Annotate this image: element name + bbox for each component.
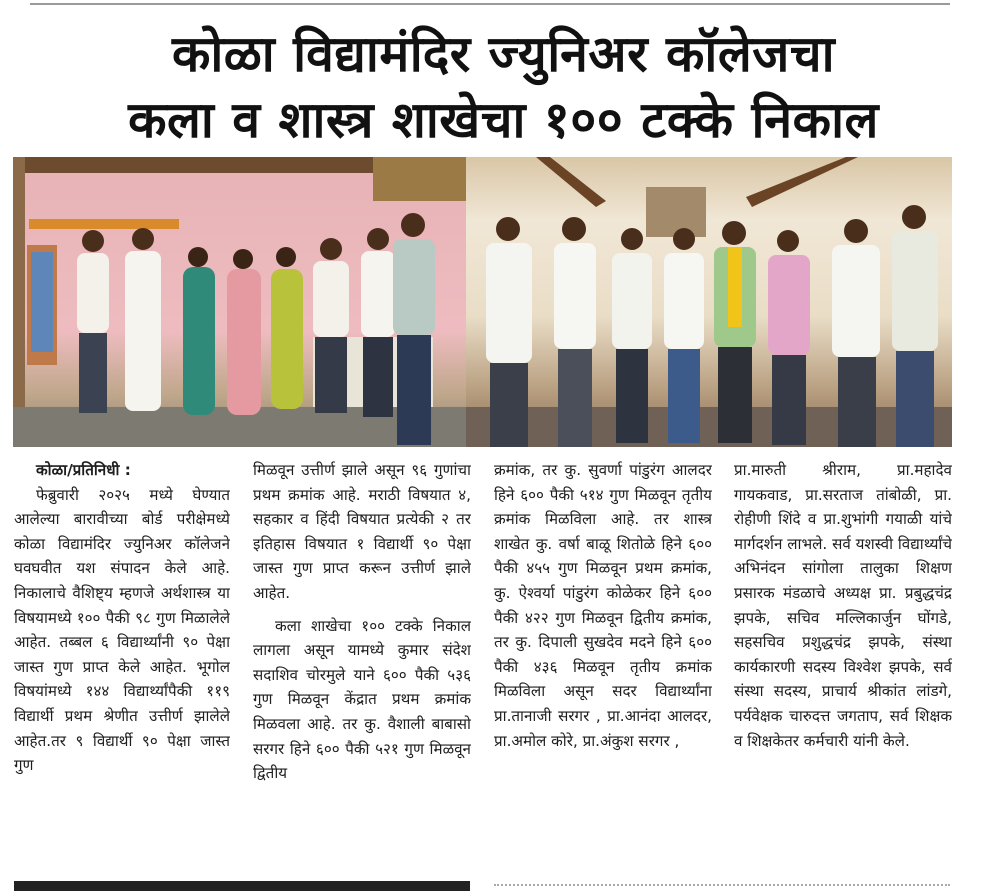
bottom-bar (14, 881, 470, 891)
article-column-3 (494, 458, 712, 878)
article-col2-para2: कला शाखेचा १०० टक्के निकाल लागला असून यामध्ये कुमार संदेश सदाशिव चोरमुले याने ६०० पैकी ५३६ गुण मिळवून केंद्रात प्रथम क्रमांक मिळवला आहे. तर कु. वैशाली बाबासो सरगर हिने ६०० पैकी ५२१ गुण मिळवून द्वितीय (253, 616, 471, 783)
article-column-1 (14, 458, 230, 878)
article-col4-text: प्रा.मारुती श्रीराम, प्रा.महादेव गायकवाड, प्रा.सरताज तांबोळी, प्रा. रोहीणी शिंदे व प्रा.शुभांगी गयाळी यांचे मार्गदर्शन लाभले. सर्व यशस्वी विद्यार्थ्यांचे अभिनंदन सांगोला तालुका शिक्षण प्रसारक मंडळाचे अध्यक्ष प्रा. प्रबुद्धचंद्र झपके, सचिव मल्लिकार्जुन घोंगडे, सहसचिव प्रशुद्धचंद्र झपके, संस्था कार्यकारणी सदस्य विश्वेश झपके, सर्व संस्था सदस्य, प्राचार्य श्रीकांत लांडगे, पर्यवेक्षक चारुदत्त जगताप, सर्व शिक्षक व शिक्षकेतर कर्मचारी यांनी केले. (734, 461, 952, 750)
headline-line-1: कोळा विद्यामंदिर ज्युनिअर कॉलेजचा (171, 25, 836, 83)
article-dateline: कोळा/प्रतिनिधी : (36, 461, 131, 479)
article-col3-text: क्रमांक, तर कु. सुवर्णा पांडुरंग आलदर हिने ६०० पैकी ५१४ गुण मिळवून तृतीय क्रमांक मिळविला आहे. तर शास्त्र शाखेत कु. वर्षा बाळू शितोळे हिने ६०० पैकी ४५५ गुण मिळवून प्रथम क्रमांक, कु. ऐश्वर्या पांडुरंग कोळेकर हिने ६०० पैकी ४२२ गुण मिळवून द्वितीय क्रमांक, तर कु. दिपाली सुखदेव मदने हिने ६०० पैकी ४३६ मिळवून तृतीय क्रमांक मिळविला असून सदर विद्यार्थ्यांना प्रा.तानाजी सरगर , प्रा.आनंदा आलदर, प्रा.अमोल कोरे, प्रा.अंकुश सरगर , (494, 461, 712, 750)
photo-right-illustration (466, 157, 952, 447)
article-column-2 (253, 458, 471, 878)
photo-right-group (466, 157, 952, 447)
photo-left-illustration (13, 157, 466, 447)
article-col2-para1: मिळवून उत्तीर्ण झाले असून ९६ गुणांचा प्रथम क्रमांक आहे. मराठी विषयात ४, सहकार व हिंदी विषयात प्रत्येकी २ तर इतिहास विषयात १ विद्यार्थी ९० पेक्षा जास्त गुण प्राप्त करून उत्तीर्ण झाले आहेत. (253, 461, 471, 602)
bottom-dotted-rule (494, 884, 950, 889)
article-col1-text: फेब्रुवारी २०२५ मध्ये घेण्यात आलेल्या बारावीच्या बोर्ड परीक्षेमध्ये कोळा विद्यामंदिर ज्युनिअर कॉलेजने घवघवीत यश संपादन केले आहे. निकालाचे वैशिष्ट्य म्हणजे अर्थशास्त्र या विषयामध्ये १०० पैकी ९८ गुण मिळालेले आहेत. तब्बल ६ विद्यार्थ्यांनी ९० पेक्षा जास्त गुण प्राप्त केले आहेत. भूगोल विषयांमध्ये १४४ विद्यार्थ्यांपैकी ११९ विद्यार्थी प्रथम श्रेणीत उत्तीर्ण झालेले आहेत.तर ९ विद्यार्थी ९० पेक्षा जास्त गुण (14, 485, 230, 775)
top-rule (30, 3, 950, 5)
headline-line-2: कला व शास्त्र शाखेचा १०० टक्के निकाल (128, 91, 879, 149)
photo-left-group (13, 157, 466, 447)
article-column-4 (734, 458, 952, 878)
